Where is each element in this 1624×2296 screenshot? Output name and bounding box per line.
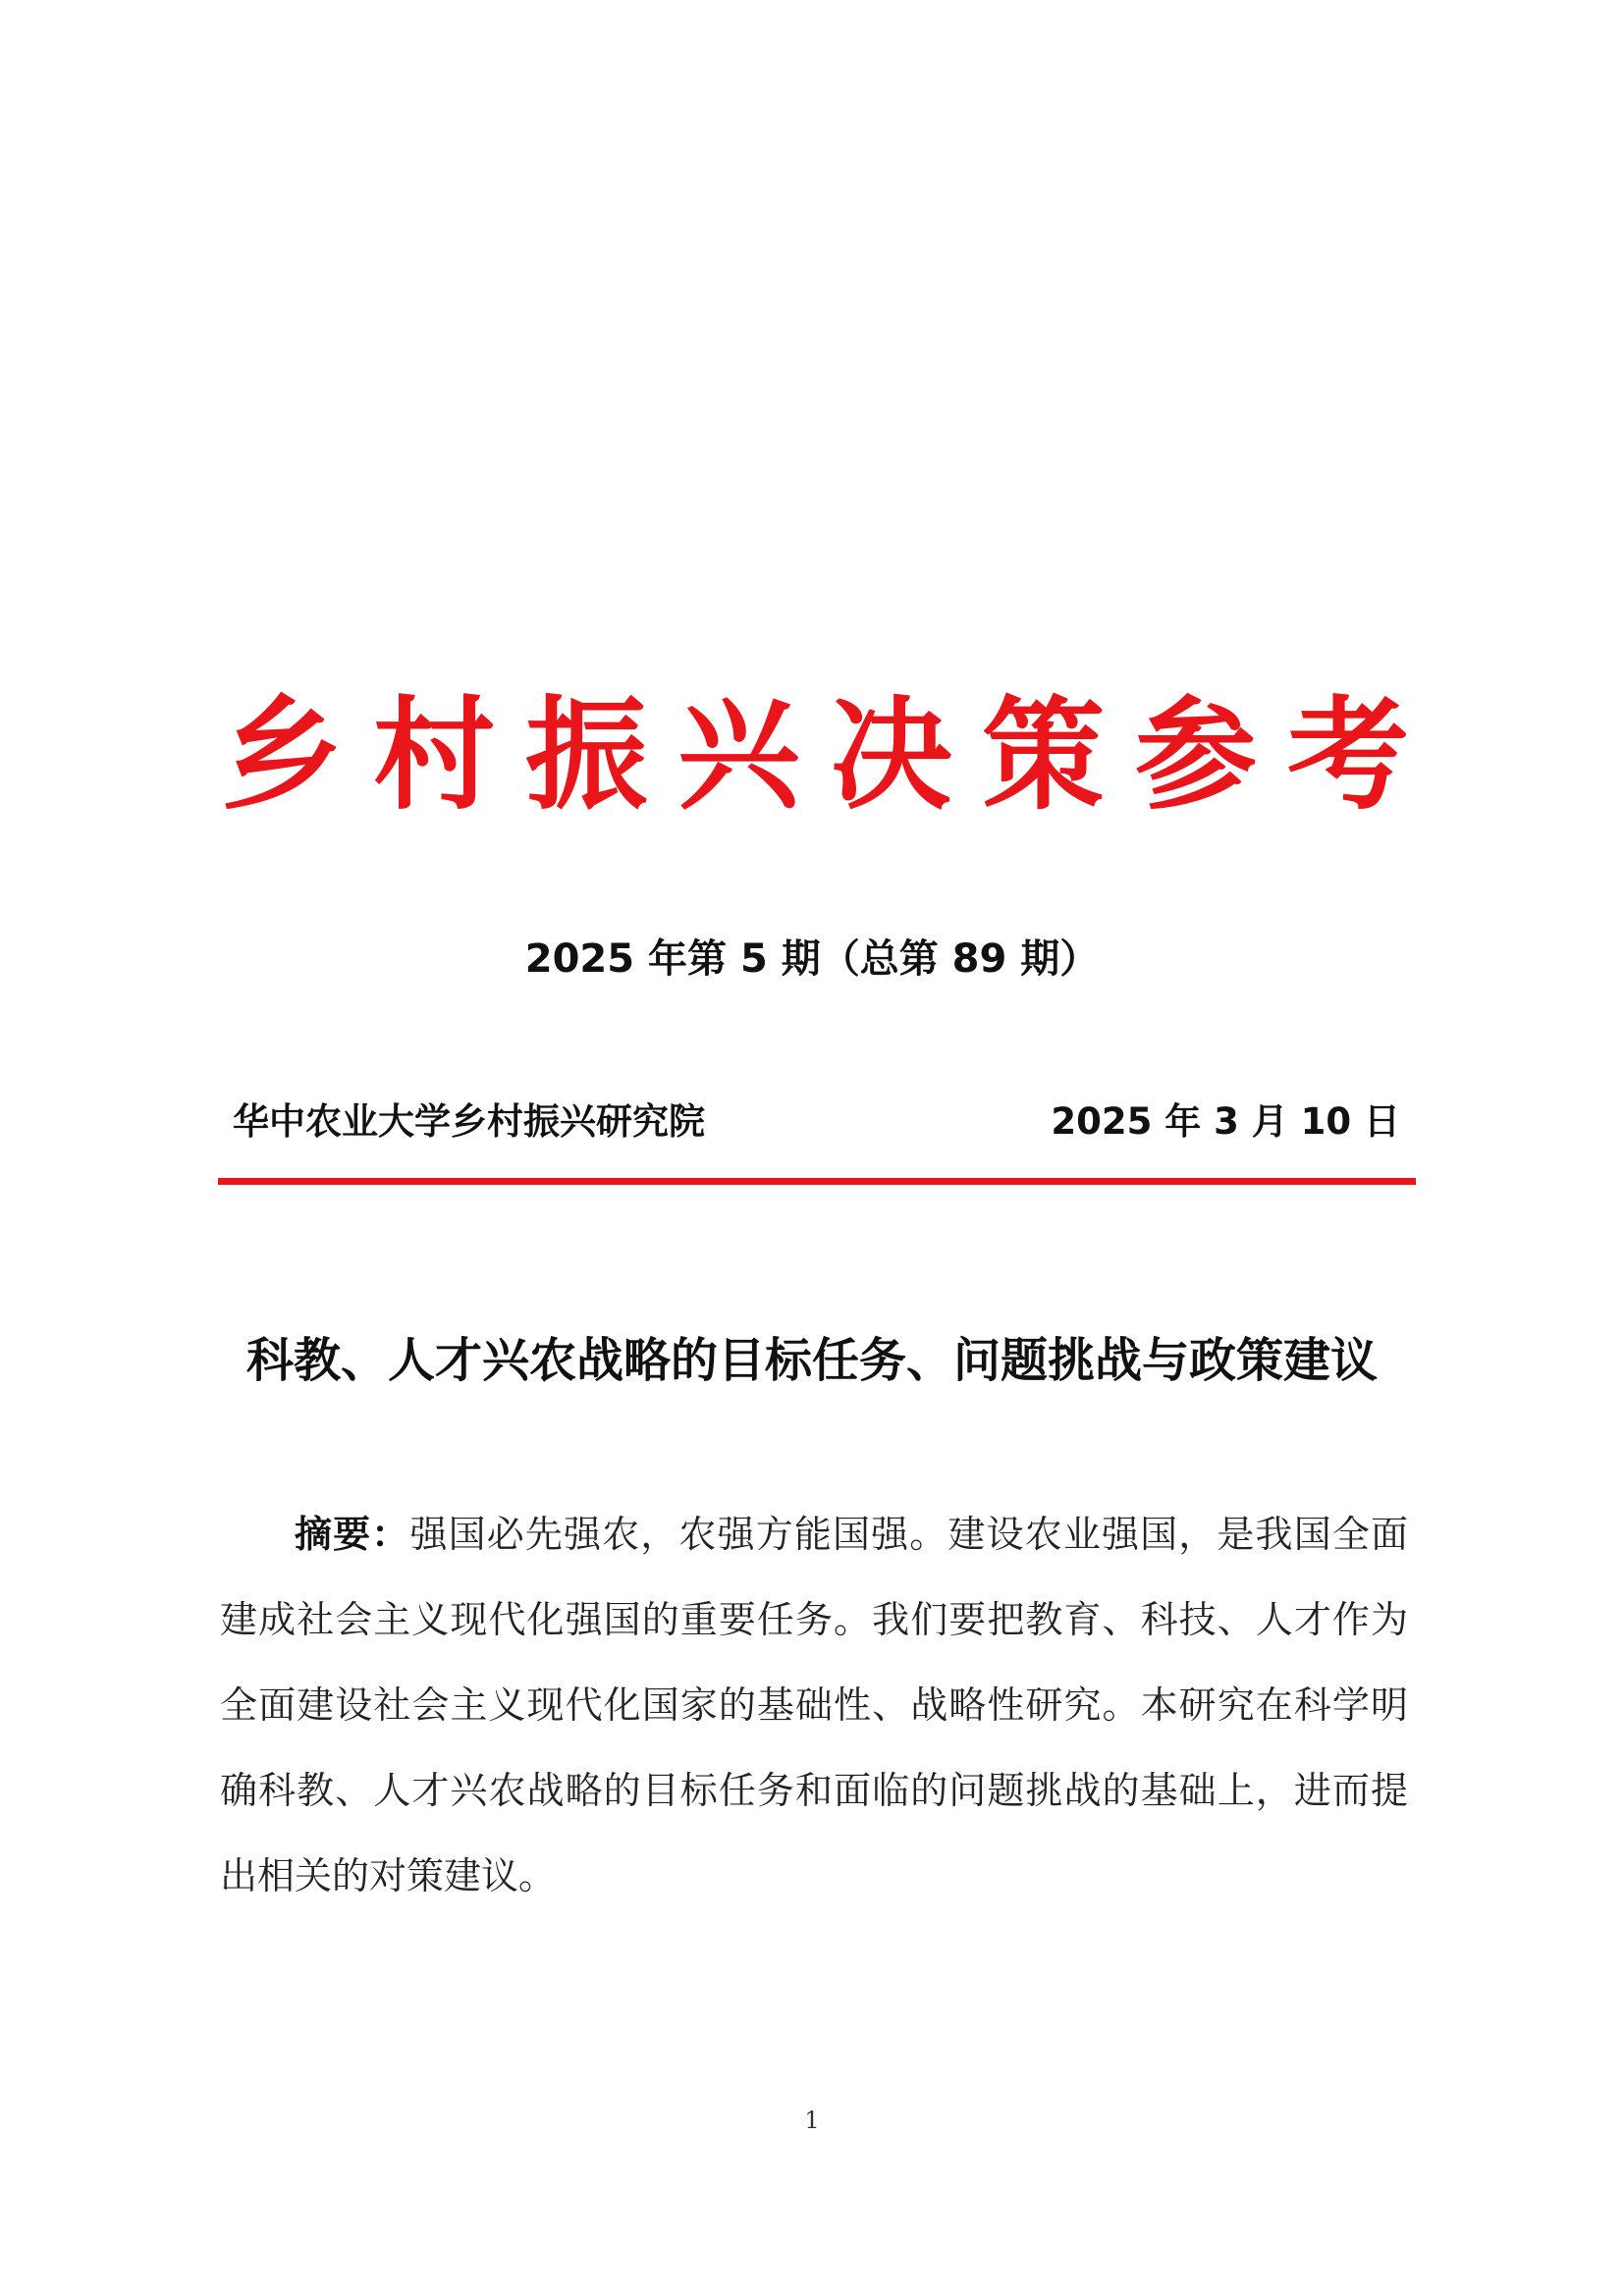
masthead-char: 考 bbox=[1286, 684, 1409, 827]
masthead-char: 振 bbox=[525, 684, 648, 827]
masthead-char: 乡 bbox=[221, 684, 344, 827]
abstract-line bbox=[220, 1492, 1408, 1577]
masthead-title bbox=[221, 667, 1409, 844]
abstract-text: 强国必先强农，农强方能国强。建设农业强国，是我国全面 bbox=[409, 1513, 1408, 1556]
abstract-label: 摘要： bbox=[295, 1513, 410, 1556]
abstract bbox=[220, 1492, 1408, 1919]
abstract-line: 建成社会主义现代化强国的重要任务。我们要把教育、科技、人才作为 bbox=[220, 1598, 1408, 1641]
abstract-line: 全面建设社会主义现代化国家的基础性、战略性研究。本研究在科学明 bbox=[220, 1683, 1408, 1727]
masthead-char: 策 bbox=[982, 684, 1105, 827]
article-title: 科教、人才兴农战略的目标任务、问题挑战与政策建议 bbox=[245, 1333, 1378, 1388]
header-divider bbox=[218, 1178, 1416, 1185]
masthead-char: 决 bbox=[830, 684, 952, 827]
masthead-char: 兴 bbox=[677, 684, 800, 827]
publication-date: 2025 年 3 月 10 日 bbox=[1051, 1100, 1400, 1143]
publisher-name: 华中农业大学乡村振兴研究院 bbox=[233, 1100, 705, 1143]
issue-number: 2025 年第 5 期（总第 89 期） bbox=[524, 936, 1100, 982]
page-number: 1 bbox=[804, 2107, 820, 2134]
abstract-line: 确科教、人才兴农战略的目标任务和面临的问题挑战的基础上，进而提 bbox=[220, 1769, 1408, 1812]
masthead-char: 村 bbox=[373, 684, 496, 827]
abstract-line: 出相关的对策建议。 bbox=[220, 1854, 557, 1897]
masthead-char: 参 bbox=[1134, 684, 1257, 827]
